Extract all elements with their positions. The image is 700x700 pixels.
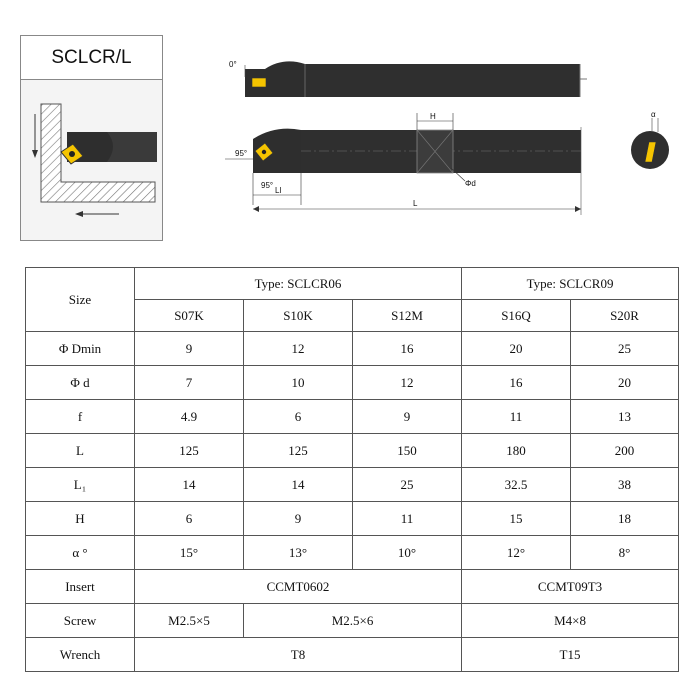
table-row xyxy=(26,332,679,366)
table-cell: M2.5×5 xyxy=(135,604,244,638)
table-cell: 9 xyxy=(135,332,244,366)
table-cell: 15 xyxy=(462,502,571,536)
model-header: S16Q xyxy=(462,300,571,332)
row-label: L xyxy=(26,434,135,468)
table-row-wrench xyxy=(26,638,679,672)
type-header-sclcr09: Type: SCLCR09 xyxy=(462,268,679,300)
top-view xyxy=(229,60,587,97)
table-cell: 25 xyxy=(571,332,679,366)
table-row xyxy=(26,468,679,502)
table-cell: 13° xyxy=(244,536,353,570)
table-cell: 18 xyxy=(571,502,679,536)
table-cell: 12 xyxy=(353,366,462,400)
product-header-box xyxy=(20,35,163,241)
model-header: S12M xyxy=(353,300,462,332)
table-cell: 6 xyxy=(244,400,353,434)
table-cell: 9 xyxy=(353,400,462,434)
table-cell: 6 xyxy=(135,502,244,536)
table-cell: 32.5 xyxy=(462,468,571,502)
cross-section-view xyxy=(625,110,675,180)
table-cell: 16 xyxy=(353,332,462,366)
side-view xyxy=(225,112,581,215)
table-row xyxy=(26,502,679,536)
angle-side-label: 95° xyxy=(235,149,248,158)
dim-l1-label: Ll xyxy=(275,186,282,195)
table-cell: M4×8 xyxy=(462,604,679,638)
angle-top-label: 0° xyxy=(229,60,237,69)
product-code-title: SCLCR/L xyxy=(21,36,162,80)
dim-d-label: Φd xyxy=(465,179,476,188)
table-cell: 7 xyxy=(135,366,244,400)
table-row xyxy=(26,400,679,434)
model-header: S10K xyxy=(244,300,353,332)
table-header-row-types xyxy=(26,268,679,300)
table-cell: 16 xyxy=(462,366,571,400)
row-label: α ° xyxy=(26,536,135,570)
table-cell: 20 xyxy=(571,366,679,400)
table-cell: 14 xyxy=(135,468,244,502)
table-cell: 20 xyxy=(462,332,571,366)
table-cell: 15° xyxy=(135,536,244,570)
table-cell: T15 xyxy=(462,638,679,672)
row-label: Φ d xyxy=(26,366,135,400)
table-cell: 14 xyxy=(244,468,353,502)
dim-alpha-label: α xyxy=(651,110,656,119)
boring-illustration xyxy=(27,94,157,224)
table-cell: 10° xyxy=(353,536,462,570)
angle-bottom-label: 95° xyxy=(261,181,274,190)
table-cell: 38 xyxy=(571,468,679,502)
size-header: Size xyxy=(26,268,135,332)
table-cell: 8° xyxy=(571,536,679,570)
table-cell: 125 xyxy=(135,434,244,468)
row-label: Wrench xyxy=(26,638,135,672)
table-cell: 4.9 xyxy=(135,400,244,434)
table-cell: 10 xyxy=(244,366,353,400)
tool-technical-drawing xyxy=(225,55,595,220)
table-cell: 13 xyxy=(571,400,679,434)
table-cell: 125 xyxy=(244,434,353,468)
table-row xyxy=(26,366,679,400)
table-cell: 12 xyxy=(244,332,353,366)
table-cell: 150 xyxy=(353,434,462,468)
dim-l-label: L xyxy=(413,199,418,208)
table-cell: T8 xyxy=(135,638,462,672)
row-label: f xyxy=(26,400,135,434)
model-header: S20R xyxy=(571,300,679,332)
table-cell: 9 xyxy=(244,502,353,536)
table-cell: 180 xyxy=(462,434,571,468)
row-label: H xyxy=(26,502,135,536)
table-cell: M2.5×6 xyxy=(244,604,462,638)
row-label: Insert xyxy=(26,570,135,604)
table-row-insert xyxy=(26,570,679,604)
table-cell: 11 xyxy=(353,502,462,536)
table-cell: 25 xyxy=(353,468,462,502)
spec-table xyxy=(25,267,679,672)
table-cell: CCMT0602 xyxy=(135,570,462,604)
table-row xyxy=(26,536,679,570)
table-row xyxy=(26,434,679,468)
table-cell: CCMT09T3 xyxy=(462,570,679,604)
row-label: L₁ xyxy=(26,468,135,502)
table-cell: 12° xyxy=(462,536,571,570)
table-cell: 200 xyxy=(571,434,679,468)
table-cell: 11 xyxy=(462,400,571,434)
row-label: Φ Dmin xyxy=(26,332,135,366)
row-label: Screw xyxy=(26,604,135,638)
table-row-screw xyxy=(26,604,679,638)
model-header: S07K xyxy=(135,300,244,332)
type-header-sclcr06: Type: SCLCR06 xyxy=(135,268,462,300)
dim-h-label: H xyxy=(430,112,436,121)
